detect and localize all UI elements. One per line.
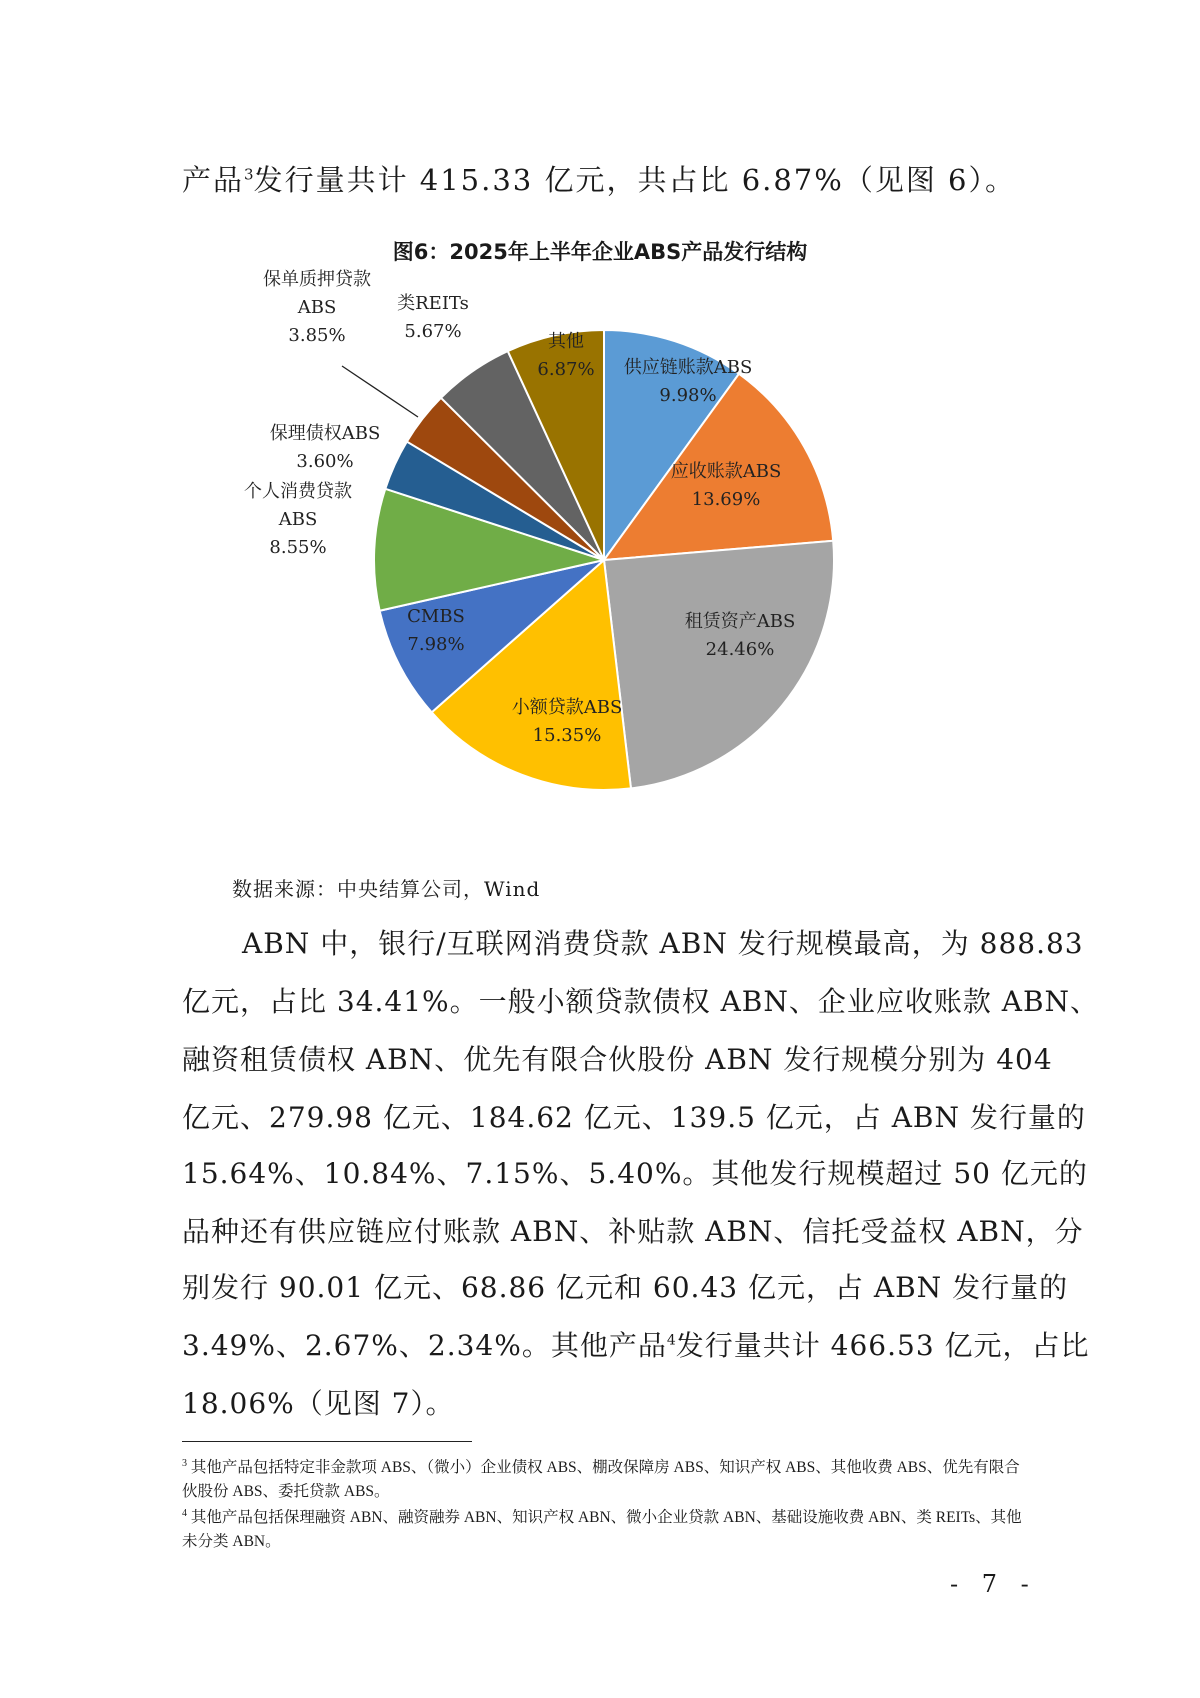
body-line-1: ABN 中，银行/互联网消费贷款 ABN 发行规模最高，为 888.83 (242, 927, 1084, 960)
slice-name-label: 供应链账款ABS (623, 357, 753, 378)
body-line-5: 15.64%、10.84%、7.15%、5.40%。其他发行规模超过 50 亿元的 (182, 1157, 1088, 1190)
slice-percent-label: 6.87% (537, 359, 595, 380)
slice-name-label: 租赁资产ABS (684, 611, 796, 632)
slice-name-label: ABS (297, 297, 337, 318)
body-line-9: 18.06%（见图 7）。 (182, 1387, 455, 1420)
figure-title: 图6：2025年上半年企业ABS产品发行结构 (392, 240, 808, 264)
slice-percent-label: 13.69% (691, 489, 761, 510)
slice-percent-label: 7.98% (407, 634, 465, 655)
slice-percent-label: 24.46% (705, 639, 775, 660)
slice-percent-label: 8.55% (269, 537, 327, 558)
slice-name-label: CMBS (407, 606, 465, 627)
data-source-note: 数据来源：中央结算公司，Wind (232, 877, 541, 901)
footnote-3-text: 其他产品包括特定非金款项 ABS、（微小）企业债权 ABS、棚改保障房 ABS、知识产权 ABS、其他收费 ABS、优先有限合伙股份 ABS、委托贷款 ABS。 (182, 1459, 1020, 1501)
slice-name-label: 类REITs (397, 293, 469, 314)
footnote-mark-4: 4 (666, 1332, 676, 1349)
footnote-4-text: 其他产品包括保理融资 ABN、融资融券 ABN、知识产权 ABN、微小企业贷款 ABN、基础设施收费 ABN、类 REITs、其他未分类 ABN。 (182, 1509, 1022, 1551)
slice-name-label: 应收账款ABS (670, 461, 782, 482)
body-line-8-prefix: 3.49%、2.67%、2.34%。其他产品 (182, 1329, 667, 1362)
slice-name-label: ABS (278, 509, 318, 530)
footnote-4 (182, 1502, 1024, 1554)
slice-percent-label: 3.85% (288, 325, 346, 346)
footnote-4-mark: 4 (182, 1508, 187, 1519)
body-line-3: 融资租赁债权 ABN、优先有限合伙股份 ABN 发行规模分别为 404 (182, 1043, 1053, 1076)
slice-name-label: 保单质押贷款 (263, 269, 371, 290)
slice-name-label: 保理债权ABS (269, 423, 381, 444)
footnote-3 (182, 1452, 1024, 1504)
slice-name-label: 小额贷款ABS (511, 697, 623, 718)
body-line-4: 亿元、279.98 亿元、184.62 亿元、139.5 亿元，占 ABN 发行量的 (182, 1101, 1086, 1134)
slice-name-label: 个人消费贷款 (244, 481, 352, 502)
pie-slice (604, 541, 834, 789)
body-line-8 (182, 1324, 1090, 1364)
footnote-mark-3: 3 (244, 165, 254, 184)
slice-percent-label: 15.35% (532, 725, 602, 746)
page-number: - 7 - (950, 1570, 1037, 1598)
slice-percent-label: 3.60% (296, 451, 354, 472)
body-line-7: 别发行 90.01 亿元、68.86 亿元和 60.43 亿元，占 ABN 发行量的 (182, 1271, 1069, 1304)
footnote-divider (182, 1441, 472, 1442)
label-leader-line (342, 366, 418, 417)
footnote-3-mark: 3 (182, 1458, 187, 1469)
body-line-2: 亿元，占比 34.41%。一般小额贷款债权 ABN、企业应收账款 ABN、 (182, 985, 1100, 1018)
slice-percent-label: 5.67% (404, 321, 462, 342)
intro-prefix: 产品 (182, 163, 245, 197)
slice-name-label: 其他 (548, 331, 584, 352)
body-line-8-suffix: 发行量共计 466.53 亿元，占比 (675, 1329, 1090, 1362)
body-line-6: 品种还有供应链应付账款 ABN、补贴款 ABN、信托受益权 ABN，分 (182, 1215, 1084, 1248)
slice-percent-label: 9.98% (659, 385, 717, 406)
intro-suffix: 发行量共计 415.33 亿元，共占比 6.87%（见图 6）。 (253, 163, 1016, 197)
